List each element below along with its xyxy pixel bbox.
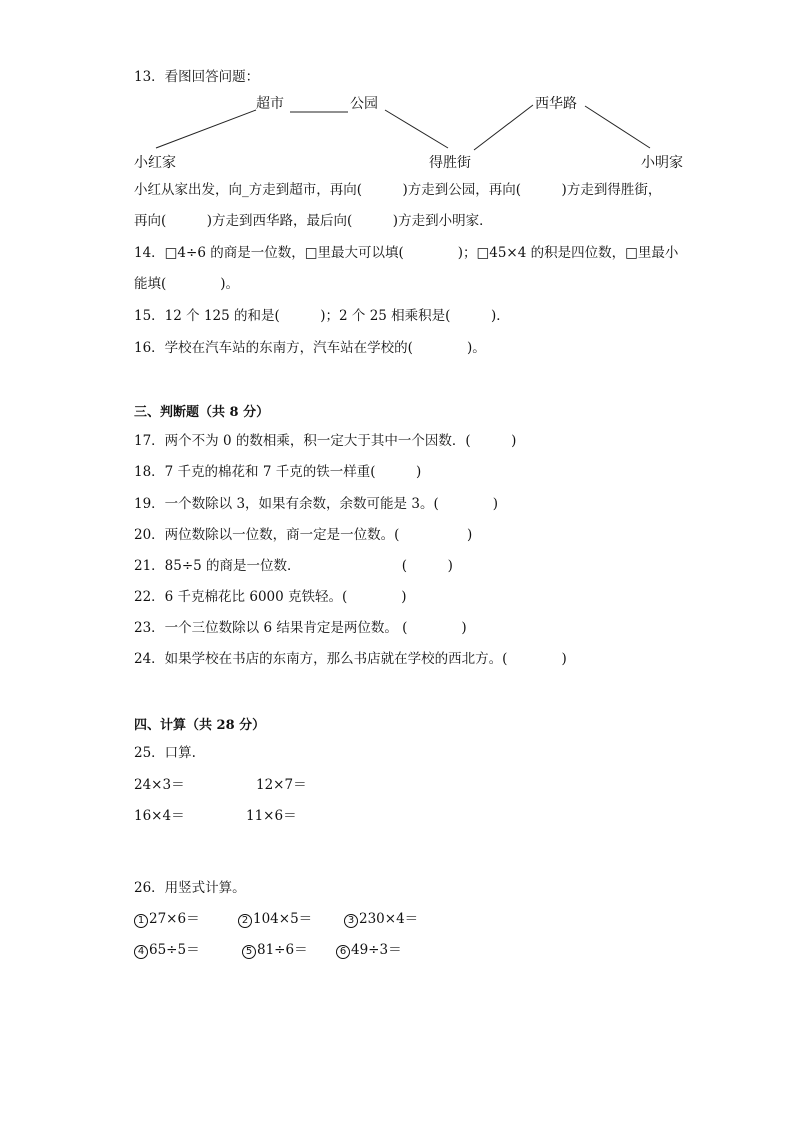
q26-expr-2: 104×5＝: [253, 911, 313, 927]
q25-item-2: 12×7＝: [256, 777, 307, 793]
q14-line1: 14．□4÷6 的商是一位数，□里最大可以填( )；□45×4 的积是四位数，□里最小: [134, 245, 679, 261]
q26-item-5: [242, 942, 308, 959]
q25-item-1: 24×3＝: [134, 777, 185, 793]
q17: 17．两个不为 0 的数相乘，积一定大于其中一个因数．( ): [134, 433, 517, 449]
q25-title: 25．口算.: [134, 745, 196, 761]
q18: 18．7 千克的棉花和 7 千克的铁一样重( ): [134, 464, 422, 480]
circled-number-1: 1: [134, 914, 148, 928]
q13-line2: 再向( )方走到西华路，最后向( )方走到小明家．: [134, 213, 493, 229]
q20: 20．两位数除以一位数，商一定是一位数。( ): [134, 527, 473, 543]
q23: 23．一个三位数除以 6 结果肯定是两位数。 ( ): [134, 620, 467, 636]
label-xihua-road: 西华路: [535, 96, 577, 112]
circled-number-6: 6: [336, 945, 350, 959]
label-xiaohong-home: 小红家: [134, 155, 176, 171]
q13-title: 13．看图回答问题：: [134, 69, 260, 85]
q26-expr-5: 81÷6＝: [257, 942, 308, 958]
label-supermarket: 超市: [256, 96, 284, 112]
label-desheng-street: 得胜街: [429, 155, 471, 171]
route-line-home-supermarket: [156, 110, 256, 148]
label-xiaoming-home: 小明家: [641, 155, 683, 171]
circled-number-2: 2: [238, 914, 252, 928]
q26-expr-1: 27×6＝: [149, 911, 200, 927]
circled-number-5: 5: [242, 945, 256, 959]
q26-expr-6: 49÷3＝: [351, 942, 402, 958]
section4-heading: 四、计算（共 28 分）: [134, 718, 266, 733]
q26-item-1: [134, 911, 200, 928]
q26-title: 26．用竖式计算。: [134, 880, 246, 896]
q22: 22．6 千克棉花比 6000 克铁轻。( ): [134, 589, 407, 605]
label-park: 公园: [350, 96, 378, 112]
q15: 15．12 个 125 的和是( )；2 个 25 相乘积是( )．: [134, 308, 510, 324]
route-line-xihua-xiaoming: [585, 106, 650, 148]
q13-line1: 小红从家出发，向_方走到超市，再向( )方走到公园，再向( )方走到得胜街，: [134, 182, 662, 198]
q26-item-2: [238, 911, 312, 928]
q16: 16．学校在汽车站的东南方，汽车站在学校的( )。: [134, 340, 486, 356]
q25-item-4: 11×6＝: [246, 808, 297, 824]
q26-expr-4: 65÷5＝: [149, 942, 200, 958]
circled-number-3: 3: [344, 914, 358, 928]
route-line-desheng-xihua: [474, 105, 533, 150]
q26-expr-3: 230×4＝: [359, 911, 419, 927]
section3-heading: 三、判断题（共 8 分）: [134, 405, 270, 420]
q26-item-3: [344, 911, 418, 928]
q24: 24．如果学校在书店的东南方，那么书店就在学校的西北方。( ): [134, 651, 567, 667]
q25-item-3: 16×4＝: [134, 808, 185, 824]
q19: 19．一个数除以 3，如果有余数，余数可能是 3。( ): [134, 496, 498, 512]
q21: 21．85÷5 的商是一位数． ( ): [134, 558, 453, 574]
route-line-park-desheng: [385, 110, 448, 148]
q14-line2: 能填( )。: [134, 276, 240, 292]
q26-item-4: [134, 942, 200, 959]
q26-item-6: [336, 942, 402, 959]
circled-number-4: 4: [134, 945, 148, 959]
